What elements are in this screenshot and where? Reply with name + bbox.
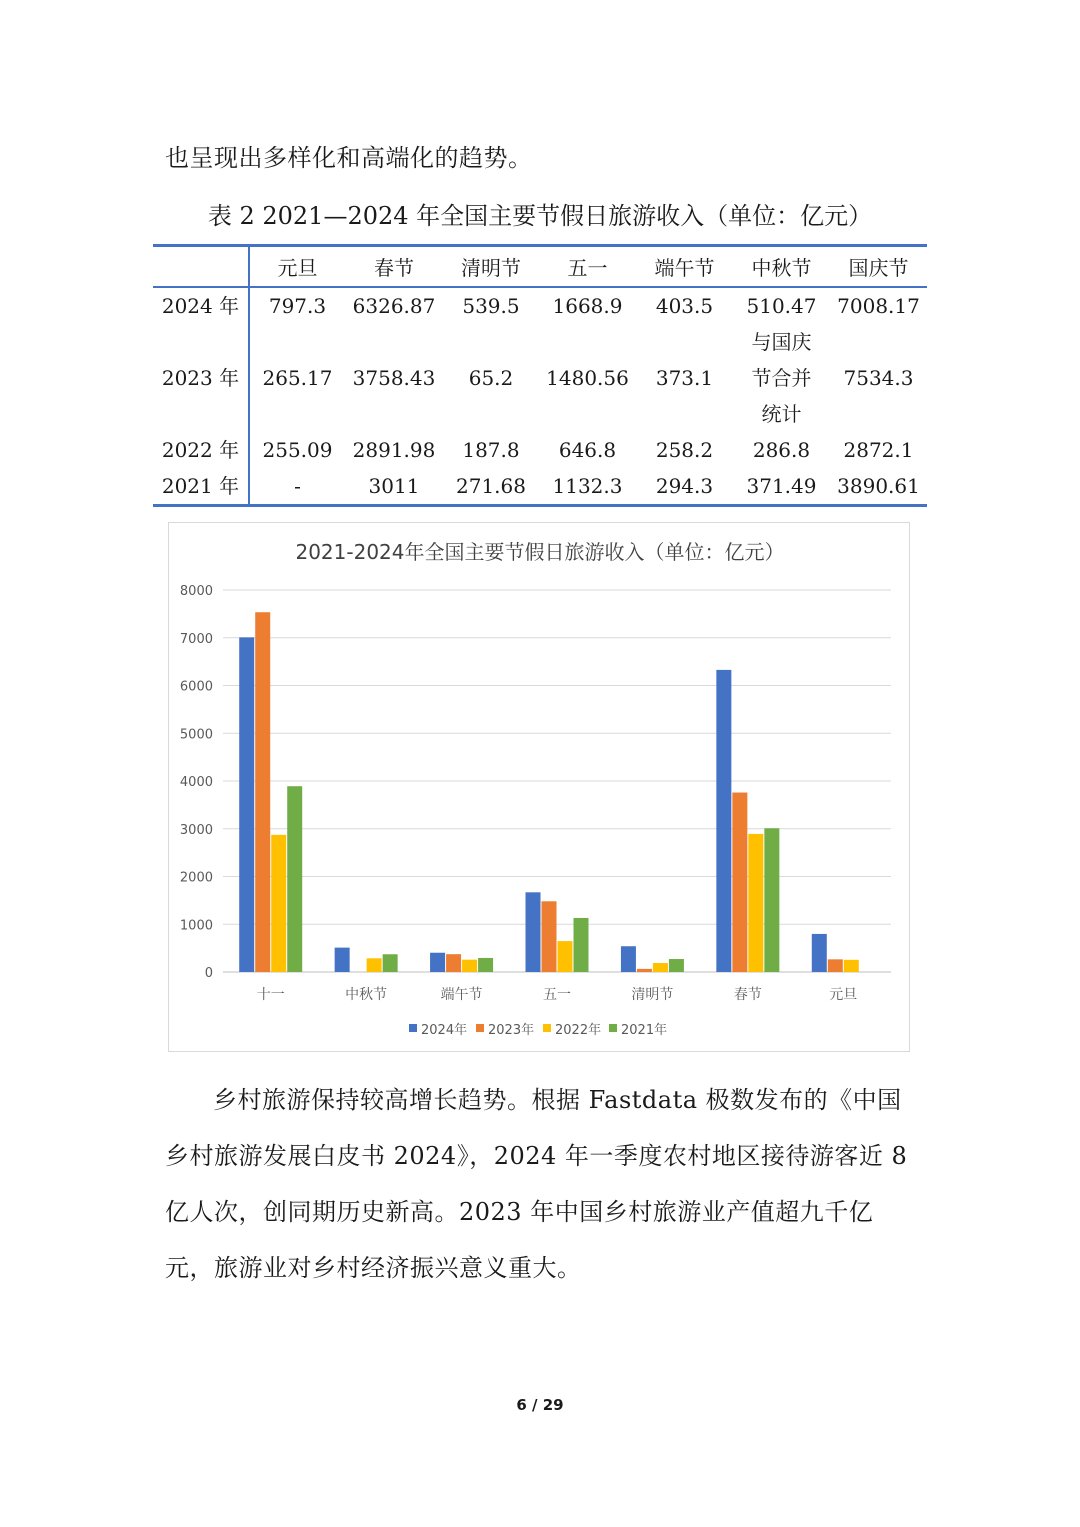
header-chunjie: 春节	[374, 256, 414, 280]
table-cell: 797.3	[268, 294, 327, 318]
y-tick-label: 0	[204, 966, 213, 981]
table-cell: 1480.56	[546, 366, 629, 390]
bar	[574, 918, 589, 972]
x-tick-label: 十一	[256, 987, 285, 1003]
table-cell: 373.1	[655, 366, 714, 390]
table-cell: 3758.43	[352, 366, 436, 390]
bar	[383, 954, 398, 972]
merged-note-line: 统计	[761, 402, 802, 426]
table-cell: 1132.3	[552, 474, 623, 498]
legend-label: 2023年	[488, 1023, 535, 1038]
x-tick-label: 春节	[733, 987, 762, 1003]
header-guoqing: 国庆节	[848, 256, 909, 280]
bar	[287, 786, 302, 972]
x-tick-label: 五一	[543, 987, 571, 1003]
bar-chart	[168, 522, 910, 1052]
bar	[716, 670, 731, 972]
y-tick-label: 1000	[179, 918, 213, 934]
page-number: 6 / 29	[516, 1396, 564, 1414]
legend-label: 2021年	[621, 1023, 668, 1038]
table-row-2024	[153, 287, 927, 324]
header-duanwu: 端午节	[654, 256, 715, 280]
table-cell: 7534.3	[843, 366, 914, 390]
bar	[764, 828, 779, 972]
legend-swatch	[609, 1024, 617, 1032]
bar	[621, 946, 636, 972]
top-paragraph: 也呈现出多样化和高端化的趋势。	[165, 144, 533, 172]
y-tick-label: 5000	[179, 727, 213, 743]
table-row-2022	[153, 432, 927, 468]
table-cell: 187.8	[462, 438, 520, 462]
x-tick-label: 端午节	[440, 987, 483, 1003]
bar	[462, 960, 477, 972]
bar	[367, 958, 382, 972]
bar	[637, 969, 652, 972]
table-row-2023	[153, 324, 927, 432]
table-cell: 3890.61	[837, 474, 920, 498]
legend-label: 2022年	[555, 1023, 602, 1038]
table-cell: 2872.1	[843, 438, 914, 462]
y-tick-label: 7000	[179, 631, 213, 647]
table-cell: 286.8	[752, 438, 811, 462]
table-cell: 2891.98	[352, 438, 436, 462]
header-qingming: 清明节	[461, 256, 521, 280]
bar	[526, 892, 541, 972]
bar	[812, 934, 827, 972]
legend-swatch	[543, 1024, 551, 1032]
table-cell: 258.2	[655, 438, 714, 462]
table-cell: 255.09	[262, 438, 333, 462]
y-tick-label: 2000	[179, 870, 213, 886]
table-cell: 65.2	[468, 366, 514, 390]
table-cell: 6326.87	[352, 294, 436, 318]
row-year: 2022 年	[153, 432, 249, 468]
table-header-row	[153, 246, 927, 288]
bar	[271, 835, 286, 972]
y-tick-label: 8000	[179, 584, 213, 599]
bar	[732, 793, 747, 972]
bar	[255, 612, 270, 972]
bar	[828, 959, 843, 972]
row-year: 2023 年	[153, 324, 249, 432]
header-corner	[153, 246, 249, 288]
merged-note-line: 节合并	[751, 366, 812, 390]
table-row-2021	[153, 468, 927, 506]
table-cell: 7008.17	[837, 294, 920, 318]
x-tick-label: 中秋节	[345, 987, 388, 1003]
table-cell: 1668.9	[552, 294, 623, 318]
header-zhongqiu: 中秋节	[751, 256, 812, 280]
table-cell: 271.68	[456, 474, 526, 498]
table-cell: 294.3	[655, 474, 714, 498]
bar	[844, 960, 859, 972]
legend-swatch	[476, 1024, 484, 1032]
row-year: 2021 年	[153, 468, 249, 506]
y-tick-label: 3000	[179, 822, 213, 838]
x-tick-label: 元旦	[829, 987, 858, 1003]
row-year: 2024 年	[153, 287, 249, 324]
y-tick-label: 6000	[179, 679, 213, 695]
bar	[558, 941, 573, 972]
table-cell: 265.17	[262, 366, 333, 390]
legend-label: 2024年	[421, 1023, 468, 1038]
table-cell: 646.8	[558, 438, 617, 462]
bar	[669, 959, 684, 972]
table-cell: 371.49	[746, 474, 817, 498]
bottom-paragraph: 乡村旅游保持较高增长趋势。根据 Fastdata 极数发布的《中国乡村旅游发展白皮书 2024》，2024 年一季度农村地区接待游客近 8 亿人次，创同期历史新高。2023 年中国乡村旅游业产值超九千亿元，旅游业对乡村经济振兴意义重大。	[165, 1086, 908, 1282]
table-cell: 510.47	[746, 294, 817, 318]
bar-chart-svg	[169, 523, 911, 1053]
bar	[748, 834, 763, 972]
legend-swatch	[409, 1024, 417, 1032]
merged-note-line: 与国庆	[751, 330, 812, 354]
holiday-revenue-table	[153, 244, 927, 507]
table-cell: 403.5	[655, 294, 714, 318]
bar	[239, 637, 254, 972]
bar	[335, 948, 350, 972]
table-cell: 3011	[368, 474, 420, 498]
header-wuyi: 五一	[567, 256, 608, 280]
y-tick-label: 4000	[179, 775, 213, 790]
table-cell: 539.5	[462, 294, 520, 318]
bar	[653, 963, 668, 972]
table-caption: 表 2 2021—2024 年全国主要节假日旅游收入（单位：亿元）	[207, 202, 873, 230]
chart-title: 2021-2024年全国主要节假日旅游收入（单位：亿元）	[295, 540, 785, 564]
header-yuandan: 元旦	[277, 256, 318, 280]
bar	[430, 953, 445, 972]
bar	[478, 958, 493, 972]
merged-note-cell	[733, 324, 830, 432]
table-cell: -	[294, 474, 301, 498]
x-tick-label: 清明节	[631, 987, 674, 1003]
bar	[542, 901, 557, 972]
bar	[446, 954, 461, 972]
